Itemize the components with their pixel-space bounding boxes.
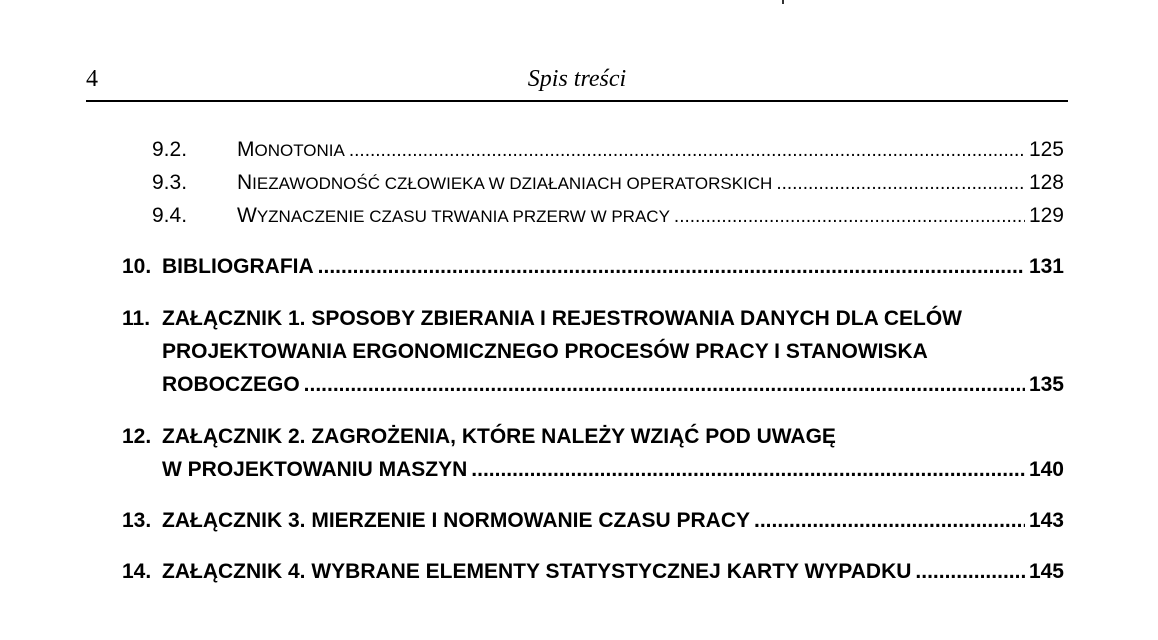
entry-number: 9.3. [152, 171, 188, 194]
dot-leader [754, 509, 1025, 533]
entry-title-line-1: ZAŁĄCZNIK 2. ZAGROŻENIA, KTÓRE NALEŻY WZIĄĆ POD UWAGĘ [162, 425, 836, 448]
page-header [86, 66, 1068, 102]
toc-entry-10[interactable] [122, 246, 1064, 279]
page-number: 4 [86, 66, 98, 92]
entry-title: ZAŁĄCZNIK 3. MIERZENIE I NORMOWANIE CZASU PRACY [162, 509, 751, 532]
entry-title: NIEZAWODNOŚĆ CZŁOWIEKA W DZIAŁANIACH OPERATORSKICH [237, 171, 773, 194]
entry-title-line-3: ROBOCZEGO [162, 373, 300, 396]
toc-entry-14[interactable] [122, 551, 1064, 584]
entry-title: ZAŁĄCZNIK 4. WYBRANE ELEMENTY STATYSTYCZNEJ KARTY WYPADKU [162, 560, 912, 583]
entry-page: 135 [1028, 373, 1064, 396]
entry-title: WYZNACZENIE CZASU TRWANIA PRZERW W PRACY [237, 204, 670, 227]
stray-mark [782, 0, 784, 4]
toc-entry-9-4[interactable] [152, 202, 1064, 228]
entry-title-line-1: ZAŁĄCZNIK 1. SPOSOBY ZBIERANIA I REJESTROWANIA DANYCH DLA CELÓW [162, 307, 962, 330]
entry-page: 145 [1028, 560, 1064, 583]
dot-leader [318, 255, 1025, 279]
dot-leader [471, 458, 1025, 482]
toc-entry-9-3[interactable] [152, 169, 1064, 195]
dot-leader [776, 173, 1025, 195]
entry-number: 9.2. [152, 138, 188, 161]
entry-number: 13. [122, 509, 152, 532]
entry-number: 11. [122, 307, 151, 330]
entry-title-line-2: PROJEKTOWANIA ERGONOMICZNEGO PROCESÓW PRACY I STANOWISKA [162, 340, 928, 363]
running-title: Spis treści [527, 66, 627, 92]
dot-leader [304, 373, 1025, 397]
entry-page: 125 [1028, 138, 1064, 161]
toc-entry-13[interactable] [122, 500, 1064, 533]
entry-title: BIBLIOGRAFIA [162, 255, 314, 278]
entry-page: 129 [1028, 204, 1064, 227]
entry-number: 9.4. [152, 204, 188, 227]
entry-number: 10. [122, 255, 152, 278]
dot-leader [915, 560, 1025, 584]
entry-page: 143 [1028, 509, 1064, 532]
toc-entry-11[interactable] [122, 298, 1064, 397]
entry-number: 14. [122, 560, 152, 583]
entry-number: 12. [122, 425, 152, 448]
dot-leader [674, 206, 1025, 228]
entry-title-line-2: W PROJEKTOWANIU MASZYN [162, 458, 468, 481]
entry-page: 128 [1028, 171, 1064, 194]
toc-entry-9-2[interactable] [152, 136, 1064, 162]
entry-title: MONOTONIA [237, 138, 345, 161]
entry-page: 131 [1028, 255, 1064, 278]
toc-entry-12[interactable] [122, 416, 1064, 482]
entry-page: 140 [1028, 458, 1064, 481]
dot-leader [349, 140, 1025, 162]
